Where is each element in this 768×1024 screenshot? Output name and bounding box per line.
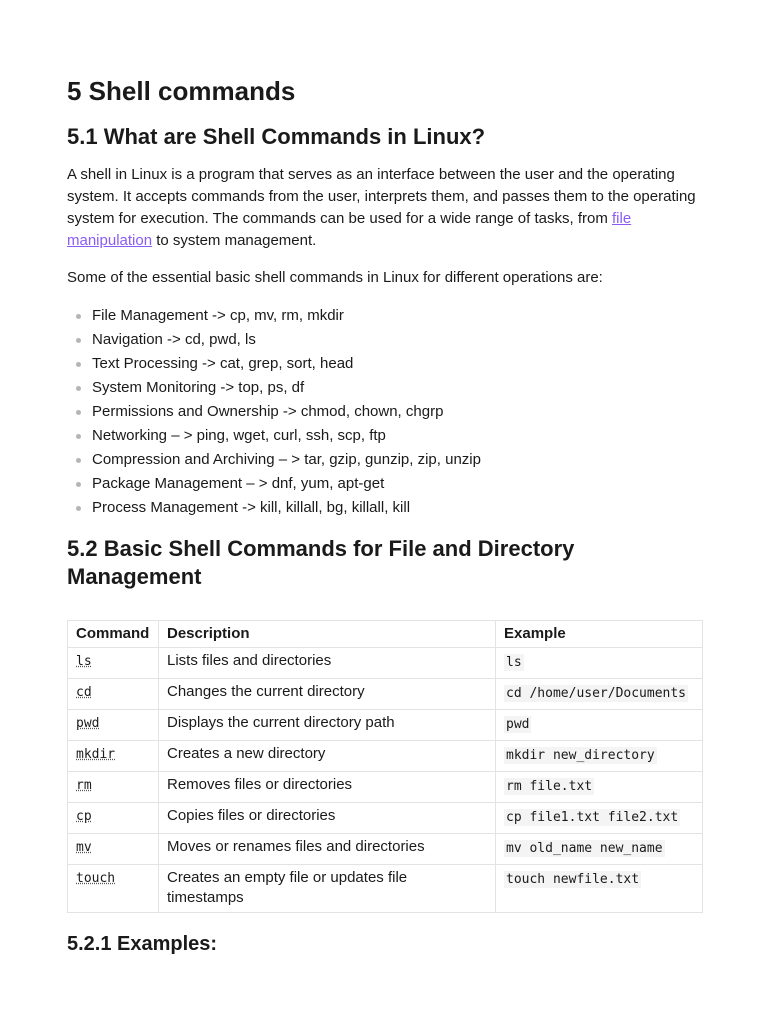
section-heading-basic-shell-commands: 5.2 Basic Shell Commands for File and Directory Management bbox=[67, 536, 575, 589]
example-code: mv old_name new_name bbox=[506, 841, 663, 856]
example-code: touch newfile.txt bbox=[506, 872, 640, 887]
table-row bbox=[68, 772, 703, 803]
description-cell: Lists files and directories bbox=[159, 648, 496, 679]
table-row bbox=[68, 803, 703, 834]
description-cell: Creates an empty file or updates file timestamps bbox=[159, 865, 496, 913]
table-row bbox=[68, 834, 703, 865]
table-row bbox=[68, 648, 703, 679]
command-link[interactable]: touch bbox=[76, 871, 116, 886]
command-link[interactable]: mkdir bbox=[76, 747, 116, 762]
command-link[interactable]: ls bbox=[76, 654, 92, 669]
list-item: Package Management – > dnf, yum, apt-get bbox=[67, 473, 481, 497]
command-link[interactable]: rm bbox=[76, 778, 92, 793]
list-item: Text Processing -> cat, grep, sort, head bbox=[67, 353, 481, 377]
command-link[interactable]: mv bbox=[76, 840, 92, 855]
lead-paragraph: Some of the essential basic shell commands in Linux for different operations are: bbox=[67, 269, 603, 286]
description-cell: Displays the current directory path bbox=[159, 710, 496, 741]
list-item: Networking – > ping, wget, curl, ssh, scp, ftp bbox=[67, 425, 481, 449]
section-heading-what-are-shell-commands: 5.1 What are Shell Commands in Linux? bbox=[67, 124, 486, 149]
command-category-list bbox=[67, 305, 481, 521]
header-description: Description bbox=[159, 621, 496, 648]
example-code: cp file1.txt file2.txt bbox=[506, 810, 679, 825]
header-command: Command bbox=[68, 621, 159, 648]
table-row bbox=[68, 741, 703, 772]
intro-text-end: to system management. bbox=[152, 232, 317, 249]
table-row bbox=[68, 679, 703, 710]
list-item: File Management -> cp, mv, rm, mkdir bbox=[67, 305, 481, 329]
description-cell: Removes files or directories bbox=[159, 772, 496, 803]
intro-paragraph bbox=[67, 164, 707, 252]
description-cell: Moves or renames files and directories bbox=[159, 834, 496, 865]
list-item: Navigation -> cd, pwd, ls bbox=[67, 329, 481, 353]
description-cell: Copies files or directories bbox=[159, 803, 496, 834]
list-item: System Monitoring -> top, ps, df bbox=[67, 377, 481, 401]
list-item: Process Management -> kill, killall, bg, killall, kill bbox=[67, 497, 481, 521]
commands-table bbox=[67, 620, 703, 913]
header-example: Example bbox=[496, 621, 703, 648]
subsection-heading-examples: 5.2.1 Examples: bbox=[67, 933, 218, 955]
description-cell: Creates a new directory bbox=[159, 741, 496, 772]
example-code: cd /home/user/Documents bbox=[506, 686, 687, 701]
list-item: Compression and Archiving – > tar, gzip, gunzip, zip, unzip bbox=[67, 449, 481, 473]
command-link[interactable]: cd bbox=[76, 685, 92, 700]
table-row bbox=[68, 865, 703, 913]
example-code: pwd bbox=[506, 717, 530, 732]
command-link[interactable]: cp bbox=[76, 809, 92, 824]
table-header-row bbox=[68, 621, 703, 648]
table-row bbox=[68, 710, 703, 741]
intro-text-start: A shell in Linux is a program that serves as an interface between the user and the operating system. It accepts commands from the user, interprets them, and passes them to the operating system for execution. The commands can be used for a wide range of tasks, from bbox=[67, 166, 696, 227]
example-code: mkdir new_directory bbox=[506, 748, 655, 763]
page-title: 5 Shell commands bbox=[67, 76, 296, 106]
description-cell: Changes the current directory bbox=[159, 679, 496, 710]
command-link[interactable]: pwd bbox=[76, 716, 100, 731]
example-code: rm file.txt bbox=[506, 779, 593, 794]
example-code: ls bbox=[506, 655, 522, 670]
file-manipulation-link[interactable]: file manipulation bbox=[67, 210, 632, 249]
list-item: Permissions and Ownership -> chmod, chown, chgrp bbox=[67, 401, 481, 425]
